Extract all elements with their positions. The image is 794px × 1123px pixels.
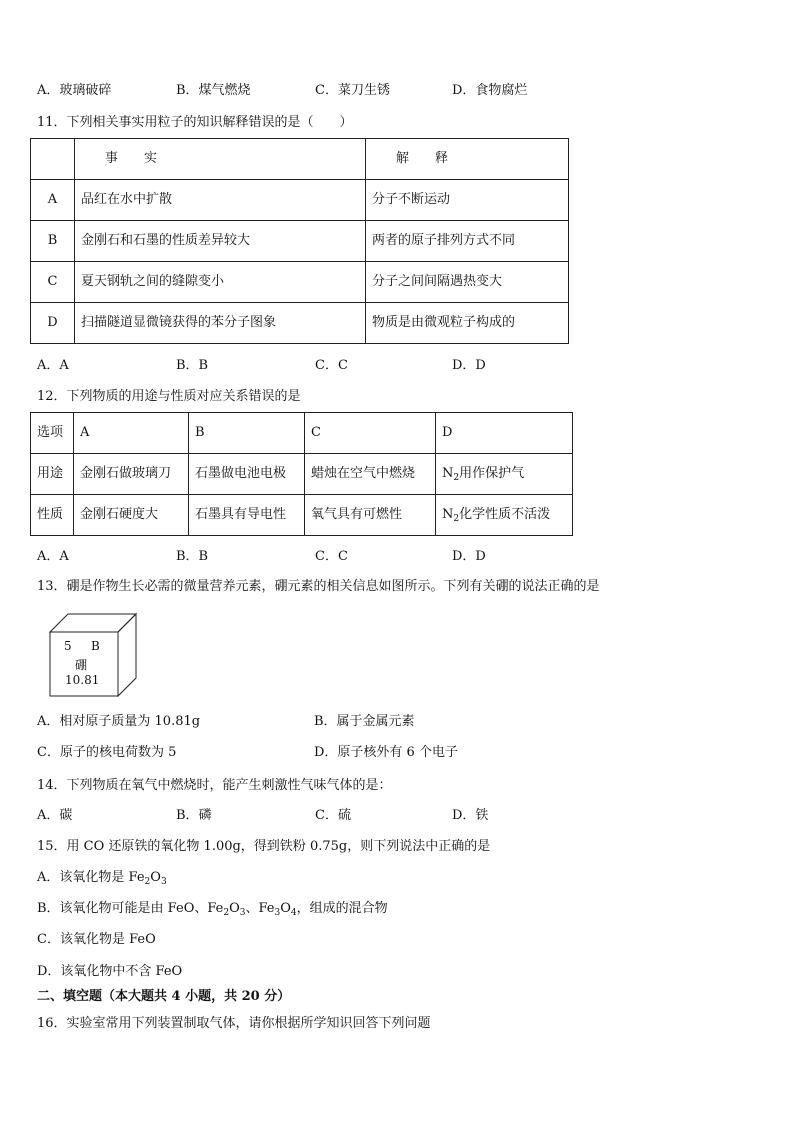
table-header-explain: [366, 139, 569, 180]
header-label: 事 实: [105, 151, 158, 166]
section-heading: 二、填空题（本大题共 4 小题，共 20 分）: [37, 989, 291, 1004]
cell-text: 化学性质不活泼: [459, 507, 551, 522]
row-key: B: [31, 221, 75, 262]
q16-stem: 16．实验室常用下列装置制取气体，请你根据所学知识回答下列问题: [37, 1016, 431, 1031]
q14-option-a: A．碳: [37, 808, 73, 823]
row-key: D: [31, 303, 75, 344]
q11-stem: 11．下列相关事实用粒子的知识解释错误的是（ ）: [37, 115, 353, 130]
table-row: [31, 221, 569, 262]
element-cell-diagram: [48, 612, 138, 698]
table-cell: 金刚石硬度大: [74, 495, 189, 536]
q11-option-d: D．D: [452, 358, 486, 373]
row-label: 选项: [31, 413, 74, 454]
subscript: 2: [453, 473, 460, 483]
table-cell: [436, 495, 573, 536]
row-key: C: [31, 262, 75, 303]
option-text: 、Fe: [245, 901, 275, 916]
table-row: [31, 454, 573, 495]
table-cell: B: [189, 413, 305, 454]
row-explain: 分子之间间隔遇热变大: [366, 262, 569, 303]
row-fact: 扫描隧道显微镜获得的苯分子图象: [75, 303, 366, 344]
table-cell: D: [436, 413, 573, 454]
q12-stem: 12．下列物质的用途与性质对应关系错误的是: [37, 389, 301, 404]
subscript: 3: [239, 908, 246, 918]
table-cell: C: [305, 413, 436, 454]
header-label: 解 释: [396, 151, 449, 166]
table-row: [31, 262, 569, 303]
q10-option-a: A．玻璃破碎: [37, 83, 112, 98]
q13-stem: 13．硼是作物生长必需的微量营养元素，硼元素的相关信息如图所示。下列有关硼的说法正确的是: [37, 579, 600, 594]
table-row: [31, 303, 569, 344]
row-fact: 品红在水中扩散: [75, 180, 366, 221]
row-fact: 金刚石和石墨的性质差异较大: [75, 221, 366, 262]
element-symbol: B: [91, 639, 100, 653]
table-cell: 石墨具有导电性: [189, 495, 305, 536]
table-row: [31, 180, 569, 221]
element-name: 硼: [75, 658, 88, 672]
subscript: 2: [223, 908, 230, 918]
subscript: 2: [144, 877, 151, 887]
q13-option-c: C．原子的核电荷数为 5: [37, 745, 177, 760]
q10-option-d: D．食物腐烂: [452, 83, 528, 98]
table-cell: [31, 139, 75, 180]
q11-option-a: A．A: [37, 358, 69, 373]
q12-option-c: C．C: [315, 549, 348, 564]
option-text: ，组成的混合物: [296, 901, 388, 916]
q15-option-c: C．该氧化物是 FeO: [37, 932, 156, 947]
q15-stem: 15．用 CO 还原铁的氧化物 1.00g，得到铁粉 0.75g，则下列说法中正确的是: [37, 839, 491, 854]
subscript: 3: [274, 908, 281, 918]
table-cell: 蜡烛在空气中燃烧: [305, 454, 436, 495]
atomic-mass: 10.81: [65, 673, 100, 687]
table-row: [31, 413, 573, 454]
q10-option-b: B．煤气燃烧: [176, 83, 251, 98]
option-text: B．该氧化物可能是由 FeO、Fe: [37, 901, 224, 916]
row-key: A: [31, 180, 75, 221]
option-text: O: [229, 901, 240, 916]
q13-option-b: B．属于金属元素: [314, 714, 415, 729]
q14-option-d: D．铁: [452, 808, 489, 823]
q14-option-c: C．硫: [315, 808, 351, 823]
q15-option-b: [37, 900, 388, 918]
table-cell: A: [74, 413, 189, 454]
subscript: 2: [453, 514, 460, 524]
option-text: O: [150, 870, 161, 885]
q11-table: [30, 138, 569, 344]
q11-option-b: B．B: [176, 358, 209, 373]
q11-option-c: C．C: [315, 358, 348, 373]
option-text: O: [280, 901, 291, 916]
table-cell: [436, 454, 573, 495]
table-row: [31, 495, 573, 536]
subscript: 4: [290, 908, 297, 918]
row-label: 性质: [31, 495, 74, 536]
row-explain: 两者的原子排列方式不同: [366, 221, 569, 262]
cell-text: 用作保护气: [459, 466, 525, 481]
q12-option-b: B．B: [176, 549, 209, 564]
q13-option-d: D．原子核外有 6 个电子: [314, 745, 458, 760]
table-header-row: [31, 139, 569, 180]
q14-stem: 14．下列物质在氧气中燃烧时，能产生刺激性气味气体的是：: [37, 778, 392, 793]
row-explain: 分子不断运动: [366, 180, 569, 221]
q12-option-a: A．A: [37, 549, 69, 564]
q12-table: [30, 412, 573, 536]
table-cell: 石墨做电池电极: [189, 454, 305, 495]
q15-option-d: D．该氧化物中不含 FeO: [37, 964, 183, 979]
formula-n: N: [442, 507, 454, 522]
row-fact: 夏天钢轨之间的缝隙变小: [75, 262, 366, 303]
q13-option-a: A．相对原子质量为 10.81g: [37, 714, 201, 729]
q10-option-c: C．菜刀生锈: [315, 83, 390, 98]
row-label: 用途: [31, 454, 74, 495]
q15-option-a: [37, 869, 167, 887]
table-header-fact: [75, 139, 366, 180]
table-cell: 金刚石做玻璃刀: [74, 454, 189, 495]
option-text: A．该氧化物是 Fe: [37, 870, 145, 885]
subscript: 3: [160, 877, 167, 887]
formula-n: N: [442, 466, 454, 481]
q14-option-b: B．磷: [176, 808, 212, 823]
q12-option-d: D．D: [452, 549, 486, 564]
table-cell: 氧气具有可燃性: [305, 495, 436, 536]
row-explain: 物质是由微观粒子构成的: [366, 303, 569, 344]
atomic-number: 5: [64, 639, 72, 653]
